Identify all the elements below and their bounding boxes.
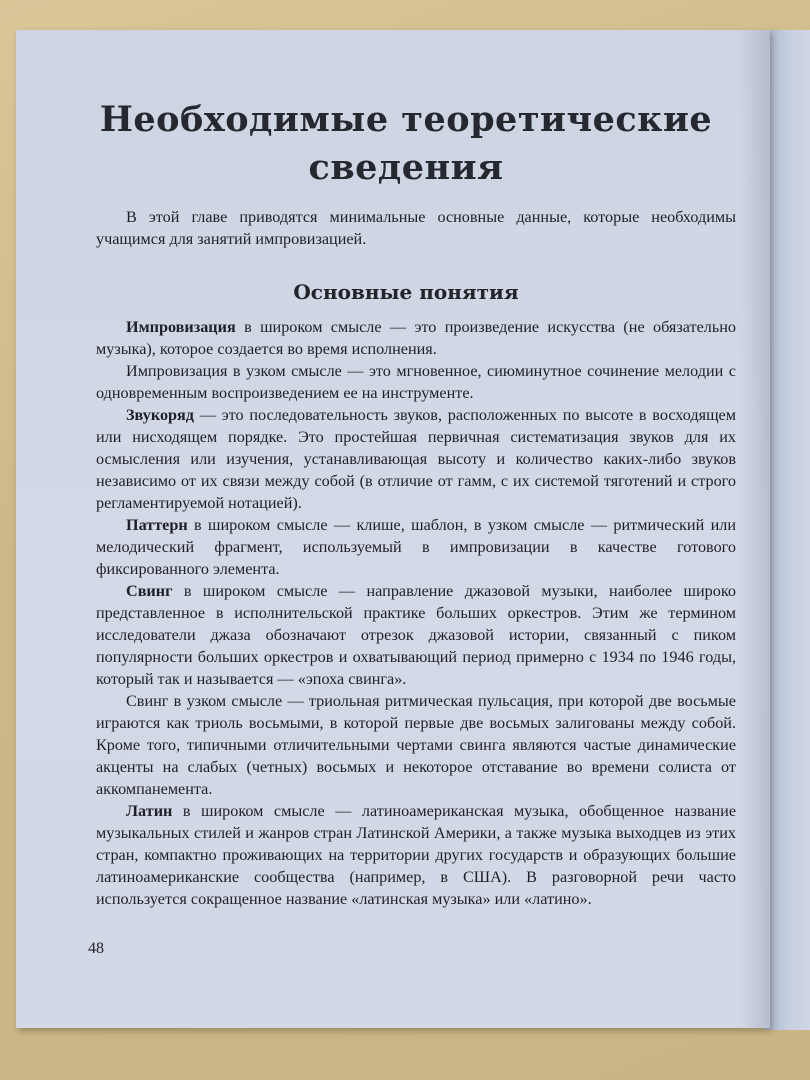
definitions-body bbox=[96, 316, 736, 910]
term: Импровизация bbox=[126, 318, 236, 336]
definition-paragraph bbox=[96, 316, 736, 360]
intro-paragraph: В этой главе приводятся минимальные основные данные, которые необходимы учащимся для занятий импровизацией. bbox=[96, 208, 736, 248]
definition-paragraph bbox=[96, 690, 736, 800]
chapter-title: Необходимые теоретические сведения bbox=[99, 99, 713, 188]
book-page bbox=[16, 30, 770, 1028]
term: Паттерн bbox=[126, 516, 188, 534]
definition-text: в широком смысле — клише, шаблон, в узком смысле — ритмический или мелодический фрагмент, используемый в импровизации в качестве готового фиксированного элемента. bbox=[96, 516, 736, 578]
term: Латин bbox=[126, 802, 173, 820]
definition-text: в широком смысле — направление джазовой музыки, наиболее широко представленное в исполнительской практике больших оркестров. Этим же термином исследователи джаза обозначают отрезок джазовой истории, связанный с пиком популярности больших оркестров и охватывающий период примерно с 1934 по 1946 годы, который так и называется — «эпоха свинга». bbox=[96, 582, 736, 688]
definition-paragraph bbox=[96, 514, 736, 580]
term: Звукоряд bbox=[126, 406, 194, 424]
definition-text: в широком смысле — латиноамериканская музыка, обобщенное название музыкальных стилей и жанров стран Латинской Америки, а также музыка выходцев из этих стран, компактно проживающих на территории других государств и образующих большие латиноамериканские сообщества (например, в США). В разговорной речи часто используется сокращенное название «латинская музыка» или «латино». bbox=[96, 802, 736, 908]
next-page-edge bbox=[764, 30, 810, 1030]
definition-text: — это последовательность звуков, расположенных по высоте в восходящем или нисходящем порядке. Это простейшая первичная систематизация звуков для их осмысления или изучения, устанавливающая высоту и количество каких-либо звуков независимо от их связи между собой (в отличие от гамм, с их системой тяготений и строго регламентируемой нотацией). bbox=[96, 406, 736, 512]
page-number: 48 bbox=[88, 940, 104, 957]
definition-paragraph bbox=[96, 580, 736, 690]
definition-paragraph bbox=[96, 360, 736, 404]
section-title: Основные понятия bbox=[293, 280, 519, 304]
intro-text bbox=[96, 206, 736, 250]
definition-text: в широком смысле — это произведение искусства (не обязательно музыка), которое создается во время исполнения. bbox=[96, 318, 736, 358]
definition-text: Импровизация в узком смысле — это мгновенное, сиюминутное сочинение мелодии с одновременным воспроизведением ее на инструменте. bbox=[96, 362, 736, 402]
definition-text: Свинг в узком смысле — триольная ритмическая пульсация, при которой две восьмые играются как триоль восьмыми, в которой первые две восьмых залигованы между собой. Кроме того, типичными отличительными чертами свинга являются частые динамические акценты на слабых (четных) восьмых и некоторое отставание во времени солиста от аккомпанемента. bbox=[96, 692, 736, 798]
term: Свинг bbox=[126, 582, 173, 600]
definition-paragraph bbox=[96, 404, 736, 514]
definition-paragraph bbox=[96, 800, 736, 910]
